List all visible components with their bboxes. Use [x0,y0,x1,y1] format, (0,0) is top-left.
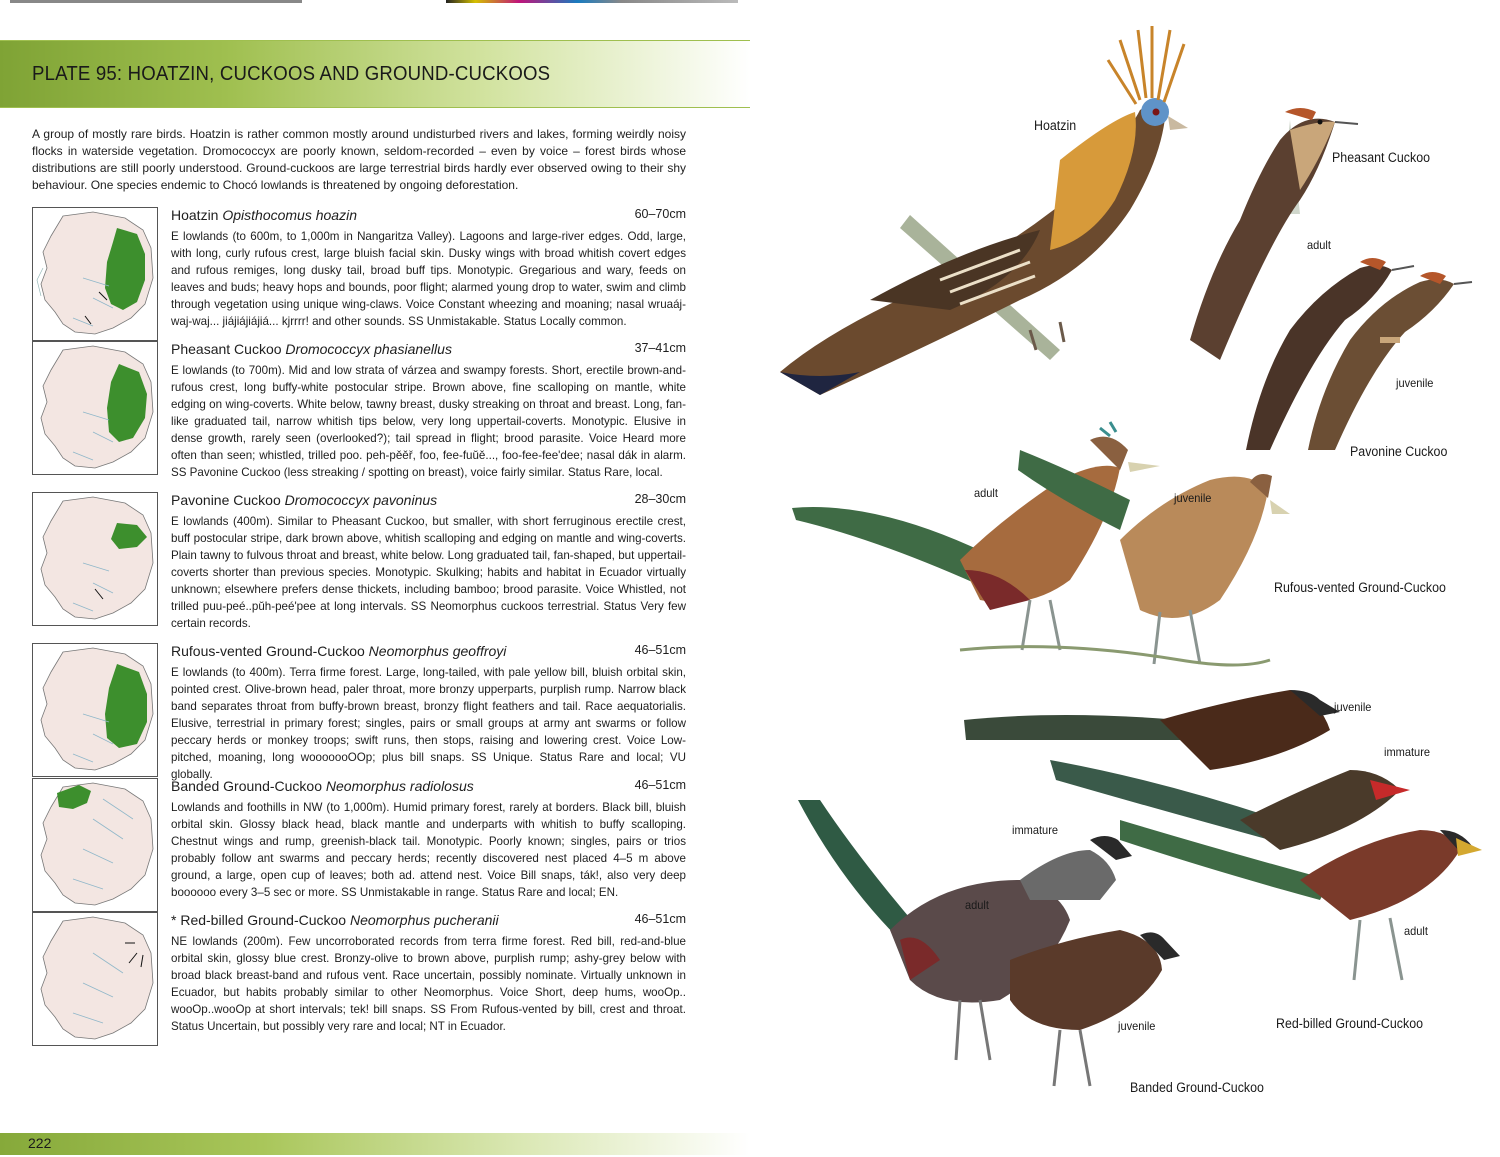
species-heading [171,912,686,932]
label-hoatzin: Hoatzin [1034,118,1077,133]
range-map-rufous-vented-ground-cuckoo [32,643,158,777]
top-crop-strip-right [446,0,738,3]
species-text-red-billed-ground-cuckoo [171,912,686,1035]
species-heading [171,207,686,227]
common-name: Pheasant Cuckoo [171,341,282,357]
label-pavonine-cuckoo: Pavonine Cuckoo [1350,444,1448,459]
label-banded-juvenile: juvenile [1118,1019,1156,1033]
label-banded-ground-cuckoo: Banded Ground-Cuckoo [1130,1080,1264,1095]
species-heading [171,492,686,512]
species-heading [171,643,686,663]
plate-title: PLATE 95: HOATZIN, CUCKOOS AND GROUND-CUCKOOS [32,63,551,85]
label-red-billed-adult: adult [1404,924,1428,938]
hoatzin-illustration [780,26,1188,395]
common-name: Rufous-vented Ground-Cuckoo [171,643,365,659]
scientific-name: Neomorphus pucheranii [349,912,499,928]
page-number: 222 [28,1135,52,1151]
range-map-banded-ground-cuckoo [32,778,158,912]
species-description: Lowlands and foothills in NW (to 1,000m). Humid primary forest, rarely at borders. Black bill, bluish orbital skin. Glossy black head, black mantle and underparts with whitish to buffy scalloping. Chestnut wings and rump, greenish-black tail. Monotypic. Poorly known; singles, pairs or trios probably follow ant swarms and peccary herds; recently discovered nest placed 4–5 m above ground, a large, open cup of leaves; both ad. attend nest. Voice Bill snaps, ták!, also very deep boooooo every 3–5 sec or more. SS Unmistakable in range. Status Rare and local; EN. [171,801,686,899]
species-description: E lowlands (to 400m). Terra firme forest. Large, long-tailed, with pale yellow bill, bluish orbital skin, pointed crest. Olive-brown head, paler throat, more bronzy upperparts, purplish rump. Narrow black band separates throat from buffy-brown breast, bronzy flight feathers and tail. Race aequatorialis. Elusive, terrestrial in primary forest; singles, pairs or small groups at army ant swarms or follow peccary herds or monkey troops; swift runs, then stops, raising and lowering crest. Voice Low-pitched, moaning, long wooooooOOp; plus bill snaps. SS Unique. Status Rare and local; VU globally. [171,666,686,781]
bird-illustrations [760,0,1500,1157]
species-heading [171,778,686,798]
scientific-name: Dromococcyx phasianellus [285,341,452,357]
red-billed-ground-cuckoo-juvenile-illustration [964,690,1340,770]
species-text-pheasant-cuckoo [171,341,686,481]
species-text-pavonine-cuckoo [171,492,686,632]
species-size: 28–30cm [634,492,686,506]
species-size: 60–70cm [634,207,686,221]
range-map-hoatzin [32,207,158,341]
common-name: Pavonine Cuckoo [171,492,281,508]
label-red-billed-juvenile: juvenile [1334,700,1372,714]
scientific-name: Opisthocomus hoazin [222,207,357,223]
intro-paragraph: A group of mostly rare birds. Hoatzin is rather common mostly around undisturbed rivers and lakes, forming weirdly noisy flocks in waterside vegetation. Dromococcyx are poorly known, seldom-recorded – even by voice – forest birds whose distributions are still poorly understood. Ground-cuckoos are large terrestrial birds hardly ever observed owing to their shy behaviour. One species endemic to Chocó lowlands is threatened by ongoing deforestation. [32,127,686,192]
scientific-name: Neomorphus radiolosus [325,778,474,794]
scientific-name: Dromococcyx pavoninus [284,492,438,508]
label-red-billed-immature: immature [1384,745,1431,759]
rufous-vented-ground-cuckoo-adult-illustration [792,422,1160,650]
species-description: E lowlands (400m). Similar to Pheasant Cuckoo, but smaller, with short ferruginous erectile crest, buff postocular stripe, dark brown above, whitish scalloping and edging on mantle and wing-coverts. Plain tawny to fulvous throat and breast, white below. Long graduated tail, fan-shaped, but uppertail-coverts shorter than previous species. Monotypic. Skulking; habits and habitat in Ecuador virtually unknown; elsewhere prefers dense thickets, including bamboo; brood parasite. Voice Whistled, not trilled puu-peé..pŭh-peé'pee at long intervals. SS Neomorphus cuckoos terrestrial. Status Very few certain records. [171,515,686,630]
species-text-rufous-vented-ground-cuckoo [171,643,686,783]
banded-ground-cuckoo-juvenile-illustration [1010,930,1180,1086]
label-pavonine-adult: adult [1307,238,1331,252]
species-size: 37–41cm [634,341,686,355]
label-rufous-vented-juvenile: juvenile [1174,491,1212,505]
species-size: 46–51cm [634,778,686,792]
label-banded-immature: immature [1012,823,1059,837]
label-rufous-vented-adult: adult [974,486,998,500]
label-rufous-vented-ground-cuckoo: Rufous-vented Ground-Cuckoo [1274,580,1446,595]
top-crop-strip-left [10,0,302,3]
species-description: E lowlands (to 700m). Mid and low strata of várzea and swampy forests. Short, erectile brown-and-rufous crest, long buffy-white postocular stripe. Brown above, fine scalloping on mantle, white edging on wing-coverts. White below, tawny breast, dusky streaking on throat and breast. Long, fan-like graduated tail, narrow whitish tips below, very long uppertail-coverts. Monotypic. Elusive in dense growth, rarely seen (overlooked?); tail spread in flight; brood parasite. Voice Heard more often than seen; whistled, trilled poo. peh-pěěř, foo, fee-fuŭě..., foo-fee-fee'dee; nasal dák in alarm. SS Pavonine Cuckoo (less streaking / spotting on breast), voice fairly similar. Status Rare, local. [171,364,686,479]
species-description: E lowlands (to 600m, to 1,000m in Nangaritza Valley). Lagoons and large-river edges. Odd, large, with long, curly rufous crest, large bluish facial skin. Dusky wings with broad whitish covert edges and rufous remiges, long dusky tail, broad buff tips. Monotypic. Gregarious and wary, feeds on leaves and buds; heavy hops and bounds, poor flight; alarmed young drop to water, swim and climb through vegetation using unique wing-claws. Voice Constant wheezing and moaning; nasal wruaáj-waj-waj... jiájiájiájiá... kjrrrr! and other sounds. SS Unmistakable. Status Locally common. [171,230,686,328]
common-name: Banded Ground-Cuckoo [171,778,322,794]
footer-bar [0,1133,750,1155]
species-size: 46–51cm [634,912,686,926]
banded-ground-cuckoo-immature-illustration [1020,836,1132,900]
label-red-billed-ground-cuckoo: Red-billed Ground-Cuckoo [1276,1016,1424,1031]
species-size: 46–51cm [634,643,686,657]
common-name: Hoatzin [171,207,219,223]
species-description: NE lowlands (200m). Few uncorroborated records from terra firme forest. Red bill, red-and-blue orbital skin, glossy blue crest. Bronzy-olive to brown above, purplish rump; ashy-grey below with broad black breast-band and rufous vent. Race uncertain, possibly nominate. Virtually unknown in Ecuador, but habits probably similar to other Neomorphus. Voice Short, deep hums, wooOp.. wooOp..wooOp at short intervals; tek! bill snaps. SS From Rufous-vented by bill, crest and throat. Status Uncertain, but possibly very rare and local; NT in Ecuador. [171,935,686,1033]
label-pheasant-cuckoo: Pheasant Cuckoo [1332,150,1431,165]
species-text-hoatzin [171,207,686,330]
range-map-pavonine-cuckoo [32,492,158,626]
range-map-red-billed-ground-cuckoo [32,912,158,1046]
scientific-name: Neomorphus geoffroyi [368,643,507,659]
label-pavonine-juvenile: juvenile [1396,376,1434,390]
label-banded-adult: adult [965,898,989,912]
species-text-banded-ground-cuckoo [171,778,686,901]
range-map-pheasant-cuckoo [32,341,158,475]
common-name: * Red-billed Ground-Cuckoo [171,912,347,928]
plate-header [0,40,750,108]
illustration-plate [760,0,1500,1157]
species-heading [171,341,686,361]
